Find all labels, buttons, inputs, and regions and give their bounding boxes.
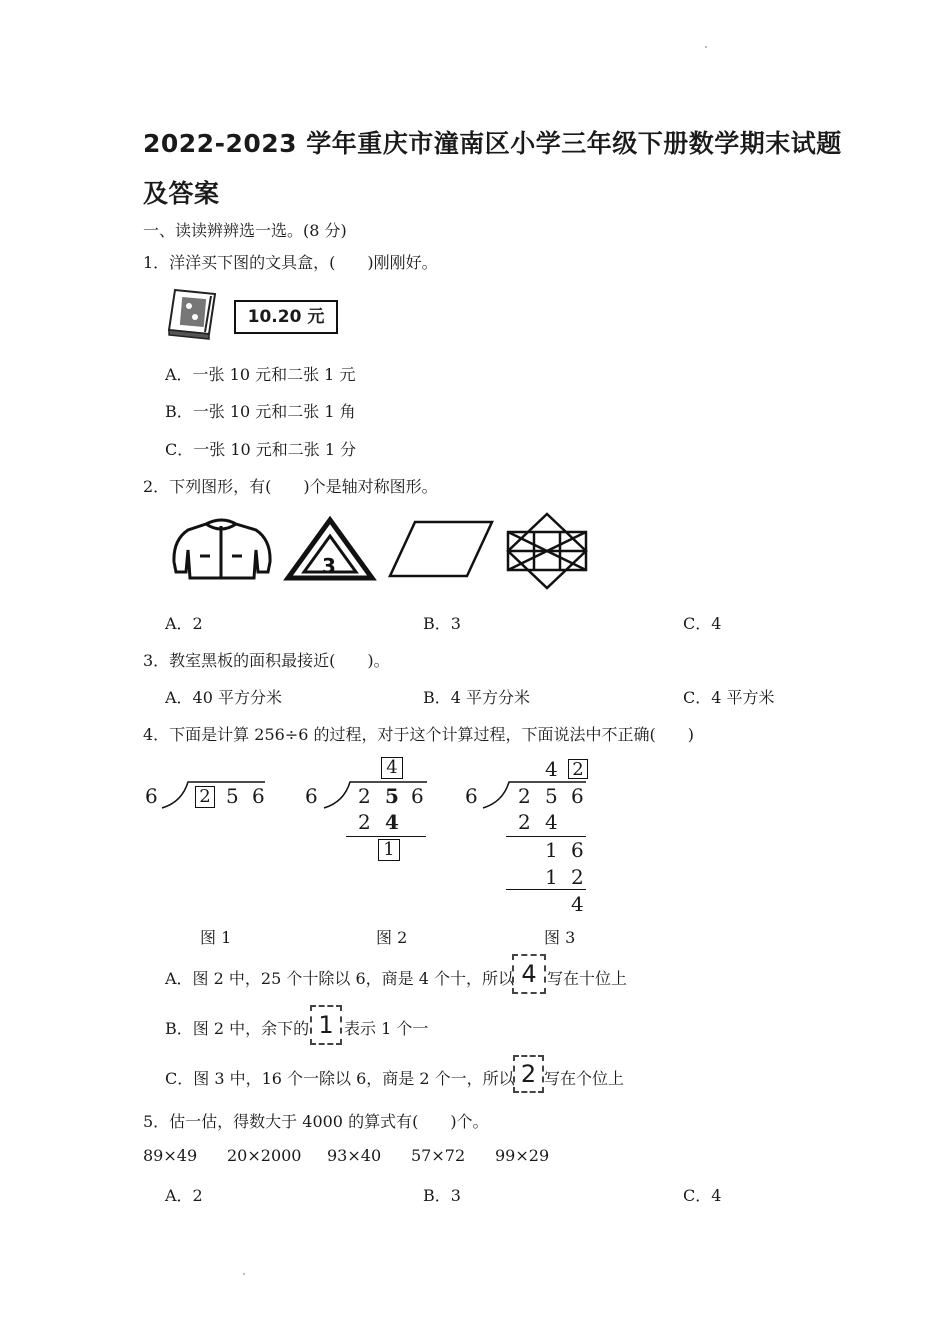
q2-option-b: B．3	[423, 614, 461, 633]
fig3-divisor: 6	[465, 784, 478, 808]
q4-option-a-text: A．图 2 中，25 个十除以 6，商是 4 个十，所以	[165, 969, 514, 988]
fig3-product: 1	[545, 865, 558, 889]
svg-text:3: 3	[322, 554, 336, 578]
fig3-digit: 2	[518, 784, 531, 808]
q3-option-c: C．4 平方米	[683, 688, 775, 707]
q5-expression: 57×72	[411, 1146, 466, 1165]
fig2-digit: 6	[411, 784, 424, 808]
q5-expression: 20×2000	[227, 1146, 302, 1165]
q4-option-a-tail: 写在十位上	[547, 969, 628, 988]
q4-option-c-tail: 写在个位上	[544, 1069, 625, 1088]
question-2: 2．下列图形，有( )个是轴对称图形。	[143, 477, 438, 496]
q5-option-c: C．4	[683, 1186, 722, 1205]
fig3-partial: 6	[571, 838, 584, 862]
fig3-rule	[506, 889, 586, 890]
q3-option-b: B．4 平方分米	[423, 688, 531, 707]
fig1-caption: 图 1	[200, 928, 232, 947]
q3-option-a: A．40 平方分米	[165, 688, 283, 707]
page-title-line2: 及答案	[143, 179, 220, 208]
q5-option-b: B．3	[423, 1186, 461, 1205]
fig2-product: 2	[358, 810, 371, 834]
q5-expression: 99×29	[495, 1146, 550, 1165]
fig3-product: 2	[571, 865, 584, 889]
fig2-digit: 2	[358, 784, 371, 808]
fig3-partial: 1	[545, 838, 558, 862]
jacket-figure	[174, 520, 270, 578]
q5-expression: 93×40	[327, 1146, 382, 1165]
q4-option-a-box: 4	[512, 954, 546, 994]
price-tag-text: 10.20 元	[247, 307, 325, 327]
fig2-digit: 5	[385, 784, 399, 808]
q1-option-a: A．一张 10 元和二张 1 元	[165, 365, 356, 384]
price-tag	[234, 300, 338, 334]
fig3-digit: 5	[545, 784, 558, 808]
q2-option-c: C．4	[683, 614, 722, 633]
fig1-boxed-digit: 2	[195, 786, 215, 808]
q4-option-c: C．图 3 中，16 个一除以 6，商是 2 个一，所以	[165, 1069, 515, 1088]
fig1-digit: 5	[226, 784, 239, 808]
q4-option-a	[165, 966, 514, 989]
fig3-product: 2	[518, 810, 531, 834]
pencil-box-image	[165, 284, 221, 342]
fig3-remainder: 4	[571, 892, 584, 916]
scan-speck	[243, 1273, 245, 1275]
q1-option-b: B．一张 10 元和二张 1 角	[165, 402, 356, 421]
question-1: 1．洋洋买下图的文具盒，( )刚刚好。	[143, 253, 438, 272]
q1-option-c: C．一张 10 元和二张 1 分	[165, 440, 357, 459]
fig3-quotient: 4	[545, 757, 558, 781]
section-heading: 一、读读辨辨选一选。(8 分)	[143, 221, 347, 240]
q5-option-a: A．2	[165, 1186, 203, 1205]
scan-speck	[705, 46, 707, 48]
fig2-divisor: 6	[305, 784, 318, 808]
q4-option-b-box: 1	[310, 1005, 342, 1045]
fig2-rule	[346, 836, 426, 837]
fig3-caption: 图 3	[544, 928, 576, 947]
fig1-digit: 6	[252, 784, 265, 808]
question-4: 4．下面是计算 256÷6 的过程，对于这个计算过程，下面说法中不正确( )	[143, 725, 694, 744]
fig2-remainder-box: 1	[378, 839, 400, 861]
q2-option-a: A．2	[165, 614, 203, 633]
question-5: 5．估一估，得数大于 4000 的算式有( )个。	[143, 1112, 489, 1131]
q4-option-b: B．图 2 中，余下的	[165, 1019, 310, 1038]
grid-figure	[508, 514, 586, 588]
fig1-divisor: 6	[145, 784, 158, 808]
fig2-product: 4	[385, 810, 399, 834]
fig2-caption: 图 2	[376, 928, 408, 947]
fig3-digit: 6	[571, 784, 584, 808]
triangle-figure	[288, 520, 372, 578]
fig3-product: 4	[545, 810, 558, 834]
q2-figures	[170, 512, 590, 592]
parallelogram-figure	[390, 522, 492, 576]
q4-option-b-tail: 表示 1 个一	[344, 1019, 429, 1038]
q4-option-c-box: 2	[513, 1055, 544, 1093]
fig3-rule	[506, 836, 586, 837]
fig3-quotient-box: 2	[568, 759, 588, 779]
question-3: 3．教室黑板的面积最接近( )。	[143, 651, 390, 670]
fig2-quotient-box: 4	[381, 757, 403, 779]
q5-expression: 89×49	[143, 1146, 198, 1165]
page-title: 2022-2023 学年重庆市潼南区小学三年级下册数学期末试题	[143, 129, 842, 158]
